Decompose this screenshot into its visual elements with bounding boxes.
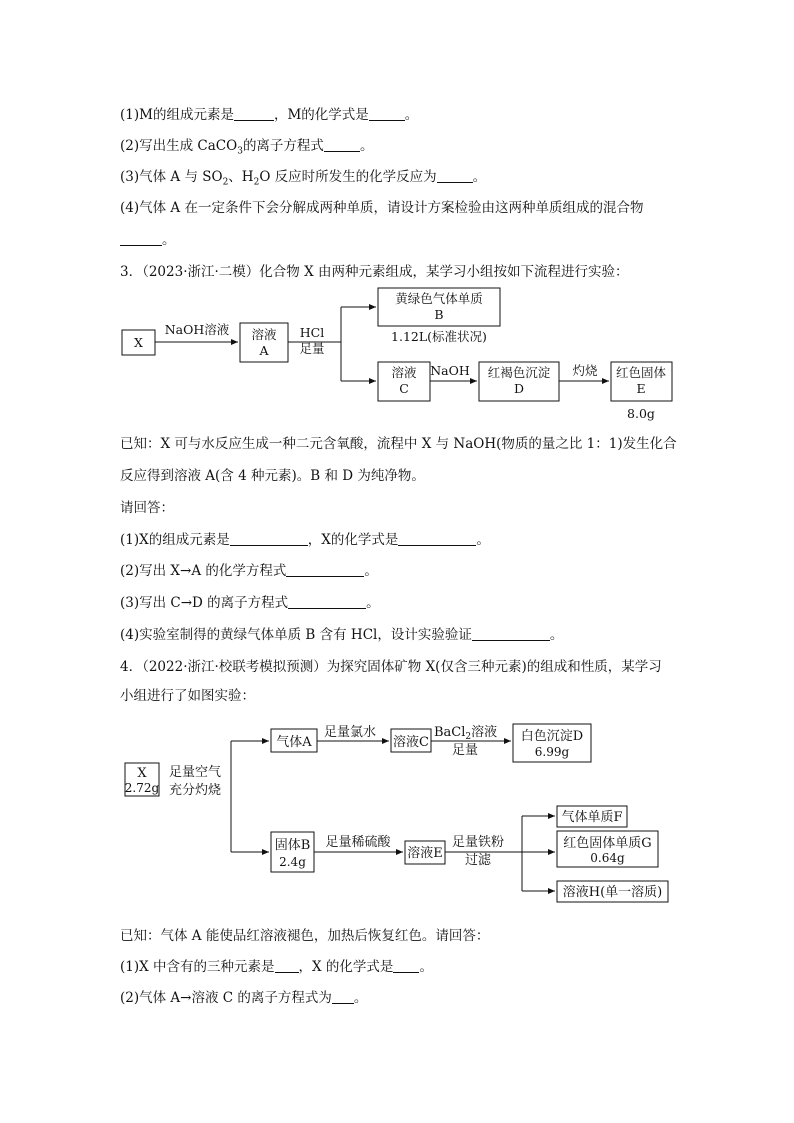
p4-label-solid-g: 红色固体单质G (563, 836, 652, 851)
p4-label-sol-e: 溶液E (407, 846, 443, 861)
p4-label-dilute-h2so4: 足量稀硫酸 (325, 835, 391, 850)
p3-label-ppt-d: 红褐色沉淀 (487, 365, 551, 380)
p3-label-ppt-d-id: D (513, 381, 525, 396)
p3-please-answer: 请回答： (120, 500, 174, 516)
p4-label-solid-b-mass: 2.4g (279, 855, 306, 869)
answer-blank[interactable] (288, 594, 366, 609)
p4-label-excess-air: 足量空气 (168, 765, 222, 780)
p4-label-burn: 充分灼烧 (168, 783, 222, 798)
p4-label-chlorine-water: 足量氯水 (323, 725, 377, 740)
p4-label-iron-powder: 足量铁粉 (451, 835, 505, 850)
p4-label-ppt-d: 白色沉淀D (520, 729, 584, 744)
p3-known-2: 反应得到溶液 A(含 4 种元素)。B 和 D 为纯净物。 (120, 468, 425, 484)
p3-q4: (4)实验室制得的黄绿气体单质 B 含有 HCl，设计实验验证 。 (120, 627, 564, 643)
p3-label-sol-c-id: C (399, 381, 409, 396)
p3-label-hcl-excess: 足量 (299, 341, 325, 356)
p3-label-naoh-solution: NaOH溶液 (164, 322, 230, 337)
answer-blank[interactable] (230, 531, 308, 546)
p4-known: 已知：气体 A 能使品红溶液褪色，加热后恢复红色。请回答： (120, 928, 490, 944)
answer-blank[interactable] (398, 531, 476, 546)
answer-blank[interactable] (393, 958, 419, 973)
p3-label-solid-e: 红色固体 (615, 365, 667, 380)
answer-blank[interactable] (275, 958, 299, 973)
p4-label-x-mass: 2.72g (124, 781, 160, 795)
s1-q4: (4)气体 A 在一定条件下会分解成两种单质，请设计方案检验由这两种单质组成的混合物 (120, 200, 644, 216)
p4-label-bacl2-excess: 足量 (451, 743, 479, 758)
p3-heading: 3．（2023·浙江·二模）化合物 X 由两种元素组成，某学习小组按如下流程进行实验： (120, 264, 629, 280)
p4-label-gas-f: 气体单质F (561, 810, 623, 825)
s1-q4-cont: 。 (120, 231, 176, 249)
p4-label-x: X (137, 766, 147, 781)
p4-q1: (1)X 中含有的三种元素是 ，X 的化学式是 。 (120, 959, 433, 975)
p3-label-sol-a-id: A (259, 343, 269, 358)
p4-label-gas-a: 气体A (276, 735, 312, 750)
p3-label-gas-b-id: B (434, 307, 444, 322)
s1-q2: (2)写出生成 CaCO$_3$的离子方程式 。 (120, 138, 374, 157)
p4-label-sol-h: 溶液H(单一溶质) (562, 885, 663, 900)
p3-label-gas-b-volume: 1.12L(标准状况) (391, 329, 487, 344)
p3-label-solid-e-mass: 8.0g (627, 406, 655, 421)
p3-label-x: X (134, 335, 143, 350)
p3-known-1: 已知：X 可与水反应生成一种二元含氧酸，流程中 X 与 NaOH(物质的量之比 1：1)发生化合 (120, 436, 677, 452)
p3-label-gas-b: 黄绿色气体单质 (395, 291, 483, 306)
p3-label-hcl: HCl (299, 325, 325, 340)
p4-heading-2: 小组进行了如图实验： (120, 688, 255, 704)
answer-blank[interactable] (332, 989, 354, 1004)
p3-label-sol-a: 溶液 (251, 327, 277, 342)
p3-label-sol-c: 溶液 (391, 365, 417, 380)
p4-label-solid-b: 固体B (274, 838, 311, 853)
p3-q2: (2)写出 X→A 的化学方程式 。 (120, 563, 378, 579)
p4-label-sol-c: 溶液C (393, 735, 429, 750)
p4-label-bacl2: BaCl$_2$溶液 (434, 725, 498, 742)
p3-q1: (1)X的组成元素是 ，X的化学式是 。 (120, 532, 490, 548)
answer-blank[interactable] (286, 562, 364, 577)
s1-q3: (3)气体 A 与 $SO_2$、$H_2O$ 反应时所发生的化学反应为 。 (120, 169, 487, 188)
p4-label-solid-g-mass: 0.64g (590, 851, 625, 865)
p3-q3: (3)写出 C→D 的离子方程式 。 (120, 595, 380, 611)
p4-label-ppt-d-mass: 6.99g (534, 745, 570, 759)
answer-blank[interactable] (472, 626, 550, 641)
p4-label-filter: 过滤 (464, 853, 492, 868)
p4-heading-1: 4．（2022·浙江·校联考模拟预测）为探究固体矿物 X(仅含三种元素)的组成和性质，某学习 (120, 659, 662, 675)
s1-q1: (1)M的组成元素是 ，M的化学式是 。 (120, 107, 419, 123)
p3-label-naoh: NaOH (430, 363, 470, 378)
p3-label-solid-e-id: E (636, 381, 646, 396)
p3-label-ignite: 灼烧 (572, 363, 598, 378)
p4-q2: (2)气体 A→溶液 C 的离子方程式为 。 (120, 990, 368, 1006)
